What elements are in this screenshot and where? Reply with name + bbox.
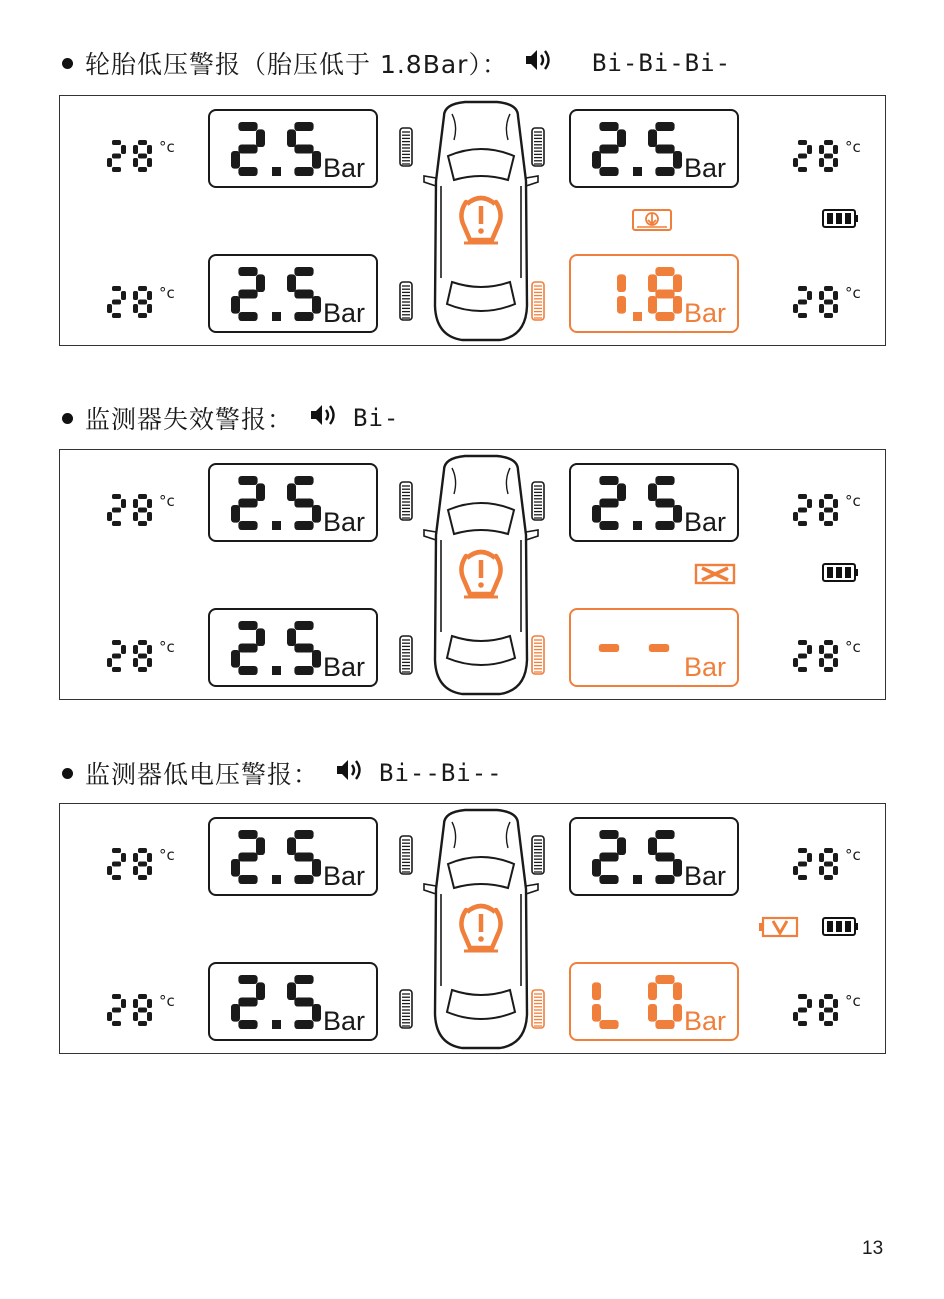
rear-right-pressure-unit: Bar bbox=[684, 1006, 727, 1036]
tire-icon-front-right bbox=[532, 482, 544, 520]
rear-right-pressure-display bbox=[570, 255, 738, 332]
front-left-temperature bbox=[107, 846, 175, 880]
bullet-dot bbox=[62, 768, 73, 779]
rear-right-temperature-digits bbox=[793, 286, 838, 318]
rear-right-temperature-digits bbox=[793, 640, 838, 672]
rear-left-pressure-unit: Bar bbox=[323, 652, 366, 682]
front-left-pressure-digits bbox=[231, 830, 321, 884]
front-left-pressure-unit: Bar bbox=[323, 153, 366, 183]
rear-left-temperature bbox=[107, 638, 175, 672]
rear-right-pressure-digits bbox=[592, 975, 682, 1029]
rear-right-pressure-digits bbox=[617, 267, 682, 321]
tire-icon-rear-right bbox=[532, 990, 544, 1028]
tpms-warning-icon bbox=[461, 198, 500, 243]
front-right-pressure-digits bbox=[592, 122, 682, 176]
tpms-warning-icon bbox=[461, 906, 500, 951]
page-number: 13 bbox=[862, 1238, 884, 1259]
front-right-pressure-unit: Bar bbox=[684, 507, 727, 537]
speaker-sound-icon bbox=[309, 402, 339, 434]
tire-icon-front-right bbox=[532, 836, 544, 874]
rear-left-temperature-digits bbox=[107, 994, 152, 1026]
tire-icon-front-left bbox=[400, 482, 412, 520]
front-right-temperature-unit: °c bbox=[845, 492, 861, 510]
front-left-temperature-unit: °c bbox=[159, 138, 175, 156]
front-right-temperature-digits bbox=[793, 140, 838, 172]
front-left-pressure-display bbox=[209, 464, 377, 541]
section-2-heading bbox=[62, 401, 399, 435]
rear-left-pressure-display bbox=[209, 255, 377, 332]
rear-right-temperature bbox=[793, 992, 861, 1026]
tire-icon-front-left bbox=[400, 128, 412, 166]
rear-right-temperature-unit: °c bbox=[845, 638, 861, 656]
section-2-title: 监测器失效警报： bbox=[85, 405, 294, 434]
tire-icon-front-right bbox=[532, 128, 544, 166]
rear-left-temperature-unit: °c bbox=[159, 284, 175, 302]
tpms-display-2 bbox=[60, 450, 887, 701]
rear-left-temperature-digits bbox=[107, 640, 152, 672]
front-left-temperature-unit: °c bbox=[159, 492, 175, 510]
front-right-pressure-digits bbox=[592, 476, 682, 530]
rear-left-temperature bbox=[107, 284, 175, 318]
rear-left-pressure-digits bbox=[231, 621, 321, 675]
front-right-temperature-unit: °c bbox=[845, 846, 861, 864]
tpms-panel-3 bbox=[59, 803, 886, 1054]
section-1-beep: Bi-Bi-Bi- bbox=[591, 49, 732, 77]
tpms-panel-2 bbox=[59, 449, 886, 700]
rear-right-pressure-digits bbox=[599, 644, 669, 652]
rear-right-temperature-digits bbox=[793, 994, 838, 1026]
battery-full-icon bbox=[823, 210, 858, 227]
section-1-title: 轮胎低压警报（胎压低于 1.8Bar）： bbox=[85, 50, 508, 79]
tire-icon-front-left bbox=[400, 836, 412, 874]
front-left-pressure-display bbox=[209, 110, 377, 187]
front-left-temperature bbox=[107, 138, 175, 172]
tpms-panel-1 bbox=[59, 95, 886, 346]
sensor-fail-x-icon bbox=[696, 565, 734, 583]
front-right-temperature-unit: °c bbox=[845, 138, 861, 156]
front-left-temperature-unit: °c bbox=[159, 846, 175, 864]
rear-left-temperature-digits bbox=[107, 286, 152, 318]
section-2-beep: Bi- bbox=[353, 404, 400, 432]
tire-icon-rear-right bbox=[532, 282, 544, 320]
tire-icon-rear-left bbox=[400, 636, 412, 674]
rear-left-temperature-unit: °c bbox=[159, 992, 175, 1010]
rear-left-pressure-display bbox=[209, 609, 377, 686]
battery-full-icon bbox=[823, 918, 858, 935]
front-right-temperature bbox=[793, 492, 861, 526]
front-left-temperature-digits bbox=[107, 848, 152, 880]
front-right-pressure-digits bbox=[592, 830, 682, 884]
rear-left-temperature-unit: °c bbox=[159, 638, 175, 656]
front-right-pressure-display bbox=[570, 110, 738, 187]
rear-right-temperature bbox=[793, 284, 861, 318]
rear-left-pressure-digits bbox=[231, 975, 321, 1029]
bullet-dot bbox=[62, 58, 73, 69]
front-left-pressure-unit: Bar bbox=[323, 507, 366, 537]
rear-right-temperature-unit: °c bbox=[845, 284, 861, 302]
front-right-pressure-unit: Bar bbox=[684, 861, 727, 891]
front-right-pressure-unit: Bar bbox=[684, 153, 727, 183]
tpms-display-1 bbox=[60, 96, 887, 347]
front-right-pressure-display bbox=[570, 818, 738, 895]
battery-full-icon bbox=[823, 564, 858, 581]
rear-right-pressure-unit: Bar bbox=[684, 652, 727, 682]
tpms-warning-icon bbox=[461, 552, 500, 597]
rear-left-pressure-digits bbox=[231, 267, 321, 321]
section-1-heading bbox=[62, 46, 731, 80]
rear-left-temperature bbox=[107, 992, 175, 1026]
front-right-pressure-display bbox=[570, 464, 738, 541]
tire-icon-rear-left bbox=[400, 990, 412, 1028]
section-3-heading bbox=[62, 756, 503, 790]
front-right-temperature-digits bbox=[793, 494, 838, 526]
rear-left-pressure-unit: Bar bbox=[323, 1006, 366, 1036]
rear-right-pressure-display bbox=[570, 609, 738, 686]
bullet-dot bbox=[62, 413, 73, 424]
front-right-temperature bbox=[793, 846, 861, 880]
section-3-title: 监测器低电压警报： bbox=[85, 760, 320, 789]
tire-icon-rear-right bbox=[532, 636, 544, 674]
front-left-pressure-digits bbox=[231, 476, 321, 530]
rear-right-pressure-unit: Bar bbox=[684, 298, 727, 328]
speaker-sound-icon bbox=[335, 757, 365, 789]
front-left-pressure-digits bbox=[231, 122, 321, 176]
tire-icon-rear-left bbox=[400, 282, 412, 320]
front-left-temperature bbox=[107, 492, 175, 526]
front-right-temperature bbox=[793, 138, 861, 172]
pressure-down-icon bbox=[633, 210, 671, 230]
rear-right-pressure-display bbox=[570, 963, 738, 1040]
tpms-display-3 bbox=[60, 804, 887, 1055]
rear-right-temperature-unit: °c bbox=[845, 992, 861, 1010]
front-left-temperature-digits bbox=[107, 140, 152, 172]
rear-right-temperature bbox=[793, 638, 861, 672]
front-left-temperature-digits bbox=[107, 494, 152, 526]
rear-left-pressure-display bbox=[209, 963, 377, 1040]
low-voltage-v-icon bbox=[759, 918, 797, 936]
speaker-sound-icon bbox=[524, 47, 554, 79]
front-left-pressure-unit: Bar bbox=[323, 861, 366, 891]
rear-left-pressure-unit: Bar bbox=[323, 298, 366, 328]
section-3-beep: Bi--Bi-- bbox=[379, 759, 503, 787]
front-left-pressure-display bbox=[209, 818, 377, 895]
front-right-temperature-digits bbox=[793, 848, 838, 880]
